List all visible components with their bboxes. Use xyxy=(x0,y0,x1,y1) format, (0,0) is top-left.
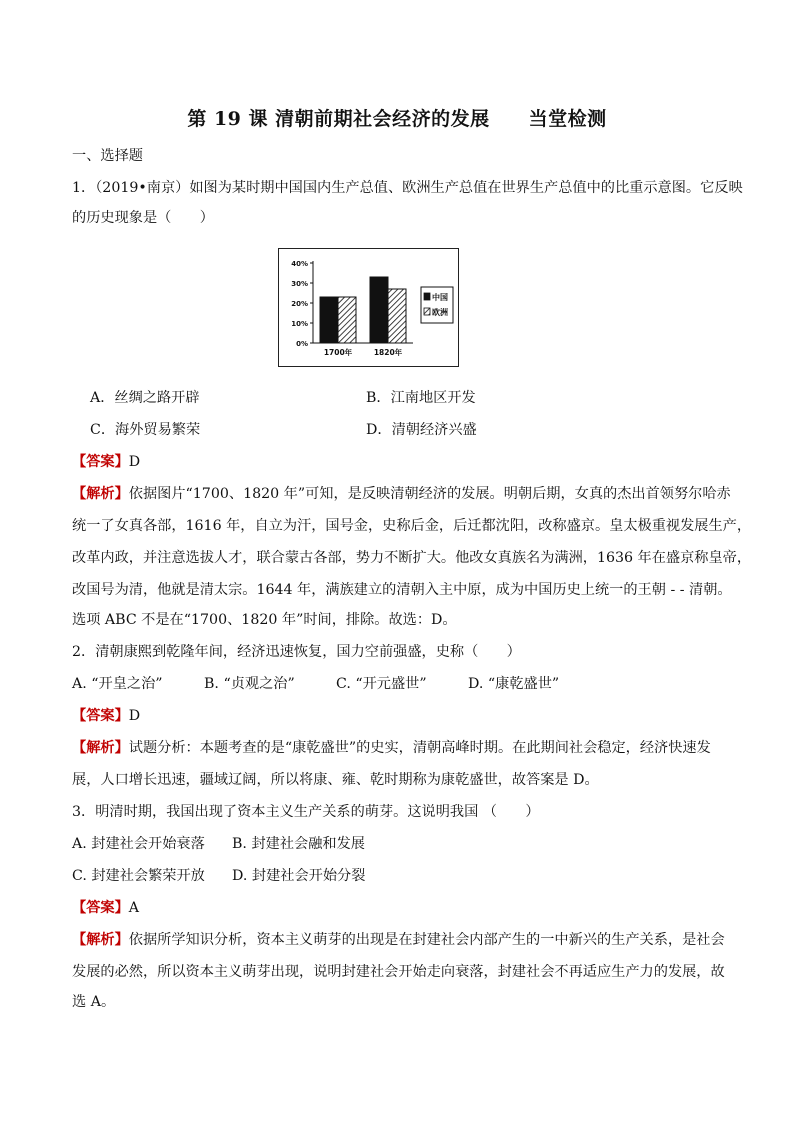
bar-欧洲-1820年 xyxy=(388,289,406,343)
bar-中国-1700年 xyxy=(320,297,338,343)
answer-tag: 【答案】 xyxy=(72,900,129,916)
q3-stem: 3．明清时期，我国出现了资本主义生产关系的萌芽。这说明我国 （ ） xyxy=(72,804,540,820)
analysis-tag: 【解析】 xyxy=(72,486,129,502)
q3-analysis-line-2: 发展的必然，所以资本主义萌芽出现，说明封建社会开始走向衰落，封建社会不再适应生产力的发展，故 xyxy=(72,964,725,980)
q2-option-d: D. “康乾盛世” xyxy=(468,676,560,692)
q2-stem: 2．清朝康熙到乾隆年间，经济迅速恢复，国力空前强盛，史称（ ） xyxy=(72,644,521,660)
q2-answer xyxy=(72,706,732,726)
answer-tag: 【答案】 xyxy=(72,454,129,470)
q1-option-d: D．清朝经济兴盛 xyxy=(366,422,477,438)
q1-analysis-line-3: 改革内政，并注意选拔人才，联合蒙古各部，势力不断扩大。他改女真族名为满洲，1636 年在盛京称皇帝， xyxy=(72,550,752,566)
q2-analysis-line-2: 展，人口增长迅速，疆域辽阔，所以将康、雍、乾时期称为康乾盛世，故答案是 D。 xyxy=(72,772,599,788)
section-heading: 一、选择题 xyxy=(72,148,143,164)
q1-analysis-line-2: 统一了女真各部，1616 年，自立为汗，国号金，史称后金，后迁都沈阳，改称盛京。皇太极重视发展生产， xyxy=(72,518,752,534)
y-tick-label: 10% xyxy=(291,320,308,328)
x-tick-label: 1820年 xyxy=(373,348,403,357)
q1-option-c: C．海外贸易繁荣 xyxy=(90,422,201,438)
q2-option-c: C. “开元盛世” xyxy=(336,676,427,692)
chart-svg xyxy=(279,249,460,368)
q1-analysis-line-5: 选项 ABC 不是在“1700、1820 年”时间，排除。故选：D。 xyxy=(72,612,457,628)
q3-analysis-line-3: 选 A。 xyxy=(72,994,116,1010)
q2-analysis-line-1 xyxy=(72,738,732,758)
q3-answer xyxy=(72,898,732,918)
q3-analysis-line-1 xyxy=(72,930,732,950)
y-tick-label: 30% xyxy=(291,280,308,288)
analysis-text: 依据所学知识分析，资本主义萌芽的出现是在封建社会内部产生的一中新兴的生产关系，是社会 xyxy=(128,932,725,948)
bar-中国-1820年 xyxy=(370,277,388,343)
q1-stem-line-2: 的历史现象是（ ） xyxy=(72,210,214,226)
q1-analysis-line-1 xyxy=(72,484,732,504)
q3-option-c: C. 封建社会繁荣开放 xyxy=(72,868,205,884)
bar-欧洲-1700年 xyxy=(338,297,356,343)
analysis-tag: 【解析】 xyxy=(72,740,129,756)
q3-option-a: A. 封建社会开始衰落 xyxy=(72,836,205,852)
answer-value: D xyxy=(128,454,141,470)
q2-option-b: B. “贞观之治” xyxy=(204,676,295,692)
q2-option-a: A. “开皇之治” xyxy=(72,676,163,692)
q1-analysis-line-4: 改国号为清，他就是清太宗。1644 年，满族建立的清朝入主中原，成为中国历史上统一的王朝 - - 清朝。 xyxy=(72,582,732,598)
y-tick-label: 0% xyxy=(296,340,308,348)
analysis-text: 试题分析：本题考查的是“康乾盛世”的史实，清朝高峰时期。在此期间社会稳定，经济快速发 xyxy=(128,740,711,756)
q1-option-b: B．江南地区开发 xyxy=(366,390,476,406)
q1-stem-line-1: 1．（2019•南京）如图为某时期中国国内生产总值、欧洲生产总值在世界生产总值中的比重示意图。它反映 xyxy=(72,180,743,196)
q1-option-a: A．丝绸之路开辟 xyxy=(90,390,200,406)
q3-option-d: D. 封建社会开始分裂 xyxy=(232,868,366,884)
y-tick-label: 40% xyxy=(291,260,308,268)
legend-label-欧洲: 欧洲 xyxy=(432,308,448,317)
q3-option-b: B. 封建社会融和发展 xyxy=(232,836,365,852)
answer-tag: 【答案】 xyxy=(72,708,129,724)
q1-answer xyxy=(72,452,732,472)
gdp-share-bar-chart xyxy=(278,248,459,367)
answer-value: A xyxy=(128,900,140,916)
legend-label-中国: 中国 xyxy=(432,293,448,302)
y-tick-label: 20% xyxy=(291,300,308,308)
analysis-tag: 【解析】 xyxy=(72,932,129,948)
answer-value: D xyxy=(128,708,141,724)
page-title: 第 19 课 清朝前期社会经济的发展 当堂检测 xyxy=(187,108,607,130)
analysis-text: 依据图片“1700、1820 年”可知，是反映清朝经济的发展。明朝后期，女真的杰出首领努尔哈赤 xyxy=(128,486,731,502)
legend-swatch-欧洲 xyxy=(424,308,430,315)
x-tick-label: 1700年 xyxy=(323,348,353,357)
legend-swatch-中国 xyxy=(424,293,430,300)
